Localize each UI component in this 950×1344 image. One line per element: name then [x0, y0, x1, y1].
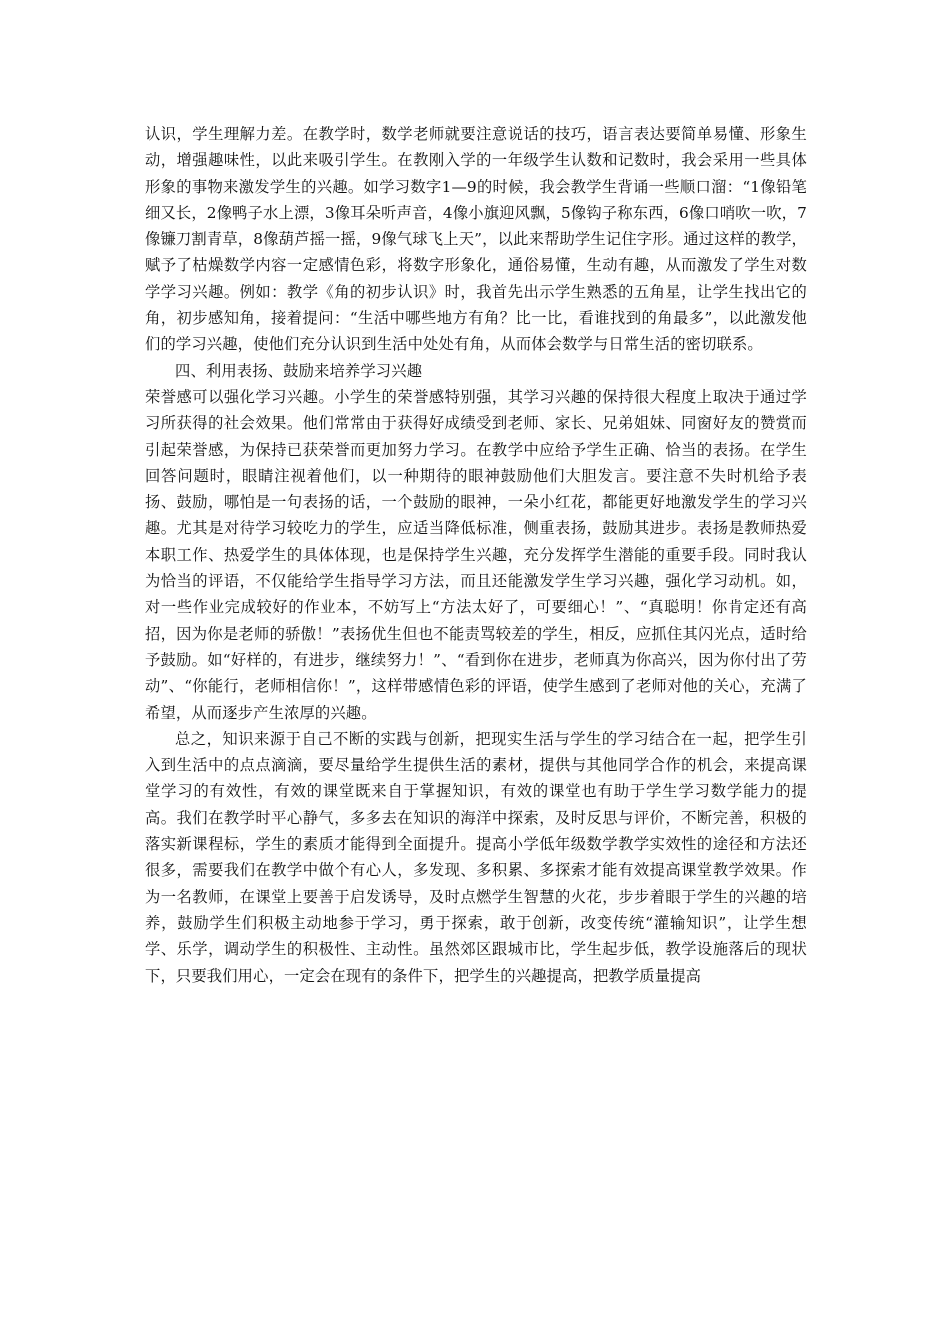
paragraph-continuation: 认识，学生理解力差。在教学时，数学老师就要注意说话的技巧，语言表达要简单易懂、形象生动，增强趣味性，以此来吸引学生。在教刚入学的一年级学生认数和记数时，我会采用一些具体形象的事物来激发学生的兴趣。如学习数字1—9的时候，我会教学生背诵一些顺口溜：“1像铅笔细又长，2像鸭子水上漂，3像耳朵听声音，4像小旗迎风飘，5像钩子称东西，6像口哨吹一吹，7像镰刀割青草，8像葫芦摇一摇，9像气球飞上天”，以此来帮助学生记住字形。通过这样的教学，赋予了枯燥数学内容一定感情色彩，将数字形象化，通俗易懂，生动有趣，从而激发了学生对数学学习兴趣。例如：教学《角的初步认识》时，我首先出示学生熟悉的五角星，让学生找出它的角，初步感知角，接着提问：“生活中哪些地方有角？比一比，看谁找到的角最多”，以此激发他们的学习兴趣，使他们充分认识到生活中处处有角，从而体会数学与日常生活的密切联系。 [145, 125, 807, 354]
document-body [145, 121, 807, 989]
paragraph-praise-encouragement: 荣誉感可以强化学习兴趣。小学生的荣誉感特别强，其学习兴趣的保持很大程度上取决于通过学习所获得的社会效果。他们常常由于获得好成绩受到老师、家长、兄弟姐妹、同窗好友的赞赏而引起荣誉感，为保持已获荣誉而更加努力学习。在教学中应给予学生正确、恰当的表扬。在学生回答问题时，眼睛注视着他们，以一种期待的眼神鼓励他们大胆发言。要注意不失时机给予表扬、鼓励，哪怕是一句表扬的话，一个鼓励的眼神，一朵小红花，都能更好地激发学生的学习兴趣。尤其是对待学习较吃力的学生，应适当降低标准，侧重表扬，鼓励其进步。表扬是教师热爱本职工作、热爱学生的具体体现，也是保持学生兴趣，充分发挥学生潜能的重要手段。同时我认为恰当的评语，不仅能给学生指导学习方法，而且还能激发学生学习兴趣，强化学习动机。如，对一些作业完成较好的作业本，不妨写上“方法太好了，可要细心！”、“真聪明！你肯定还有高招，因为你是老师的骄傲！”表扬优生但也不能责骂较差的学生，相反，应抓住其闪光点，适时给予鼓励。如“好样的，有进步，继续努力！”、“看到你在进步，老师真为你高兴，因为你付出了劳动”、“你能行，老师相信你！”，这样带感情色彩的评语，使学生感到了老师对他的关心，充满了希望，从而逐步产生浓厚的兴趣。 [145, 387, 807, 722]
section-heading-4: 四、利用表扬、鼓励来培养学习兴趣 [175, 361, 423, 380]
paragraph-conclusion: 总之，知识来源于自己不断的实践与创新，把现实生活与学生的学习结合在一起，把学生引入到生活中的点点滴滴，要尽量给学生提供生活的素材，提供与其他同学合作的机会，来提高课堂学习的有效性，有效的课堂既来自于掌握知识，有效的课堂也有助于学生学习数学能力的提高。我们在教学时平心静气，多多去在知识的海洋中探索，及时反思与评价，不断完善，积极的落实新课程标，学生的素质才能得到全面提升。提高小学低年级数学教学实效性的途径和方法还很多，需要我们在教学中做个有心人，多发现、多积累、多探索才能有效提高课堂教学效果。作为一名教师，在课堂上要善于启发诱导，及时点燃学生智慧的火花，步步着眼于学生的兴趣的培养，鼓励学生们积极主动地参于学习，勇于探索，敢于创新，改变传统“灌输知识”，让学生想学、乐学，调动学生的积极性、主动性。虽然郊区跟城市比，学生起步低，教学设施落后的现状下，只要我们用心，一定会在现有的条件下，把学生的兴趣提高，把教学质量提高 [145, 729, 807, 985]
